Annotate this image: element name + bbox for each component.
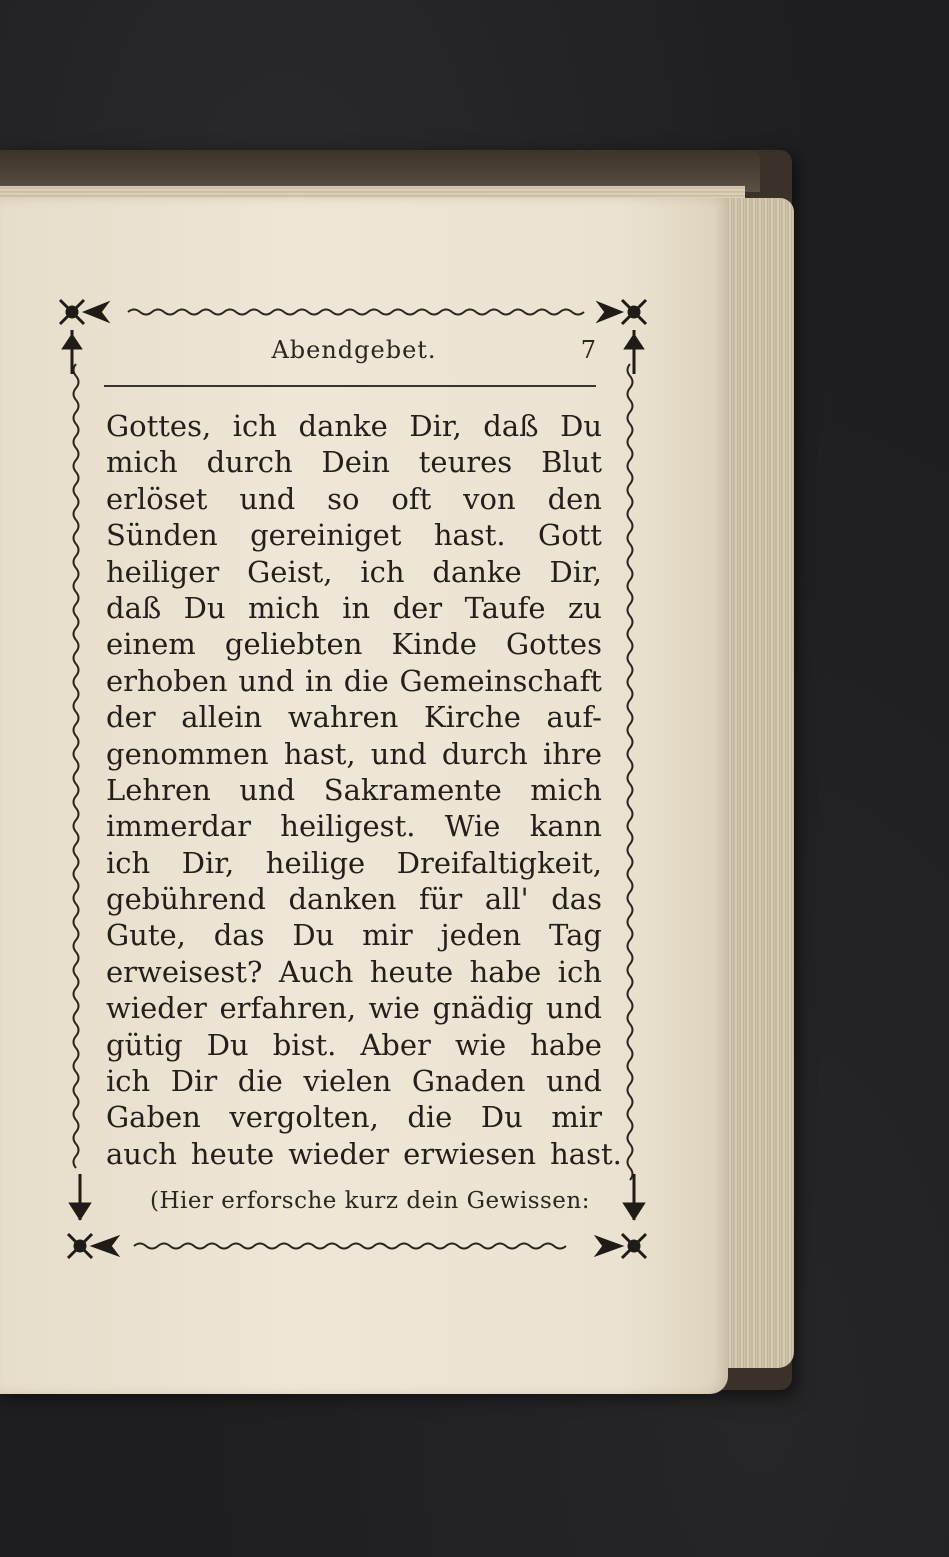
text-word: daß: [106, 590, 162, 625]
text-word: wieder: [288, 1136, 390, 1171]
text-word: Dir,: [549, 554, 602, 589]
text-word: all': [484, 882, 529, 917]
text-word: danken: [288, 882, 397, 917]
prayer-text: [106, 408, 622, 1172]
text-word: ich: [106, 1064, 151, 1099]
page-block-fore-edge: [720, 198, 794, 1368]
text-word: wie: [368, 991, 420, 1026]
text-word: Dir,: [409, 409, 462, 443]
running-head: [106, 336, 602, 376]
text-line: [106, 481, 602, 517]
text-line: [106, 1027, 602, 1063]
text-word: Gottes: [506, 627, 602, 662]
page-number: 7: [580, 336, 596, 364]
text-word: und: [239, 481, 296, 516]
text-line: [106, 990, 602, 1026]
text-word: Du: [560, 409, 602, 443]
text-word: vergolten,: [229, 1100, 379, 1135]
running-title: Abendgebet.: [271, 336, 437, 364]
text-word: Gaben: [106, 1100, 201, 1135]
text-word: Kinde: [391, 627, 477, 662]
text-word: ich: [360, 554, 405, 589]
text-word: Du: [292, 918, 335, 953]
text-word: ihre: [543, 736, 602, 771]
text-word: hast.: [433, 518, 506, 553]
text-line: [106, 626, 602, 662]
text-word: vielen: [303, 1064, 392, 1099]
text-word: in: [342, 590, 371, 625]
text-word: durch: [206, 445, 293, 480]
text-line: [106, 736, 602, 772]
text-word: Lehren: [106, 772, 211, 807]
text-word: Dir: [170, 1064, 218, 1099]
text-word: auf-: [546, 700, 602, 735]
text-word: ich: [232, 409, 277, 443]
text-word: so: [327, 481, 360, 516]
text-line: [106, 517, 602, 553]
text-word: Blut: [541, 445, 602, 480]
text-word: wahren: [287, 700, 399, 735]
text-word: heute: [369, 954, 454, 989]
text-word: habe: [530, 1027, 602, 1062]
text-word: habe: [469, 954, 542, 989]
text-word: Gottes,: [106, 409, 212, 443]
text-word: Aber: [360, 1027, 431, 1062]
text-word: Sünden: [106, 518, 218, 553]
text-word: Du: [480, 1100, 523, 1135]
text-word: oft: [391, 481, 432, 516]
text-line: [106, 590, 602, 626]
text-word: zu: [568, 590, 602, 625]
text-word: das: [551, 882, 602, 917]
text-word: die: [237, 1064, 283, 1099]
text-word: genommen: [106, 736, 269, 771]
text-line: [106, 1063, 602, 1099]
text-word: teures: [418, 445, 513, 480]
text-line: [106, 954, 602, 990]
text-word: Dein: [321, 445, 390, 480]
text-word: wieder: [106, 991, 207, 1026]
text-word: gebührend: [106, 882, 266, 917]
text-word: jeden: [440, 918, 522, 953]
header-rule: [104, 385, 596, 387]
text-word: Taufe: [464, 590, 546, 625]
text-line: [106, 444, 602, 480]
text-line: [106, 408, 602, 444]
text-word: Dreifaltigkeit,: [396, 845, 602, 880]
text-line: [106, 663, 602, 699]
text-line: [106, 1136, 622, 1172]
text-word: die: [407, 1100, 453, 1135]
text-word: erlöset: [106, 481, 208, 516]
text-word: ich: [557, 954, 602, 989]
text-word: bist.: [272, 1027, 337, 1062]
text-word: die: [343, 663, 389, 698]
text-word: wie: [454, 1027, 507, 1062]
text-word: durch: [441, 736, 528, 771]
text-word: erhoben: [106, 663, 228, 698]
rubric-instruction: (Hier erforsche kurz dein Gewissen:: [150, 1188, 590, 1214]
text-word: gnädig: [432, 991, 534, 1026]
text-line: [106, 917, 602, 953]
text-word: Wie: [444, 809, 501, 844]
text-word: mich: [530, 772, 602, 807]
text-word: erfahren,: [219, 991, 357, 1026]
text-word: danke: [298, 409, 388, 443]
text-line: [106, 554, 602, 590]
text-word: von: [463, 481, 516, 516]
text-word: hast,: [283, 736, 356, 771]
text-word: der: [106, 700, 156, 735]
text-word: heiliger: [106, 554, 220, 589]
text-line: [106, 772, 602, 808]
text-word: mir: [551, 1100, 602, 1135]
text-word: in: [305, 663, 333, 698]
text-word: und: [546, 991, 602, 1026]
text-word: und: [546, 1064, 602, 1099]
text-word: und: [239, 772, 296, 807]
text-line: [106, 881, 602, 917]
text-word: hast.: [550, 1136, 622, 1171]
text-word: Dir,: [181, 845, 235, 880]
text-word: und: [238, 663, 295, 698]
text-word: Geist,: [247, 554, 333, 589]
text-word: Kirche: [423, 700, 521, 735]
text-line: [106, 845, 602, 881]
text-word: mir: [362, 918, 413, 953]
text-word: gereiniget: [250, 518, 402, 553]
text-word: Gott: [538, 518, 602, 553]
text-word: Gute,: [106, 918, 186, 953]
text-word: Tag: [549, 918, 602, 953]
text-word: gütig: [106, 1027, 183, 1062]
text-word: Gemeinschaft: [399, 663, 602, 698]
text-line: [106, 1099, 602, 1135]
text-word: Sakramente: [323, 772, 502, 807]
text-word: Du: [183, 590, 226, 625]
text-word: für: [419, 882, 463, 917]
text-word: erweisest?: [106, 954, 263, 989]
text-word: Gnaden: [411, 1064, 526, 1099]
text-word: heiligest.: [280, 809, 416, 844]
text-word: einem: [106, 627, 196, 662]
text-word: mich: [248, 590, 320, 625]
text-line: [106, 808, 602, 844]
text-word: das: [213, 918, 265, 953]
text-word: heute: [190, 1136, 275, 1171]
text-word: Auch: [278, 954, 354, 989]
text-word: danke: [432, 554, 522, 589]
text-word: den: [547, 481, 602, 516]
text-word: mich: [106, 445, 178, 480]
text-word: heilige: [265, 845, 366, 880]
text-word: ich: [106, 845, 151, 880]
text-word: geliebten: [224, 627, 363, 662]
text-word: der: [392, 590, 443, 625]
text-word: auch: [106, 1136, 177, 1171]
text-word: Du: [206, 1027, 249, 1062]
text-word: immerdar: [106, 809, 252, 844]
text-word: kann: [529, 809, 602, 844]
text-line: [106, 699, 602, 735]
text-word: allein: [181, 700, 263, 735]
text-word: und: [370, 736, 427, 771]
text-word: daß: [483, 409, 539, 443]
text-word: erwiesen: [403, 1136, 537, 1171]
